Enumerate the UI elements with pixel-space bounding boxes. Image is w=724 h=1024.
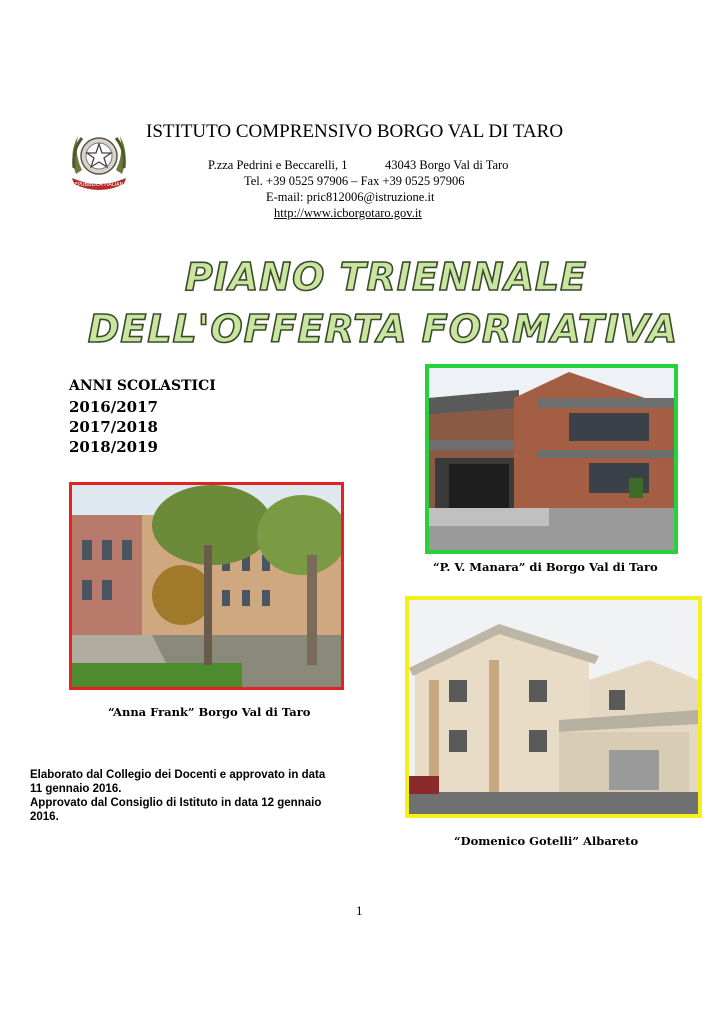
- school-years-label: ANNI SCOLASTICI: [69, 378, 216, 394]
- school-year-1: 2016/2017: [69, 398, 158, 416]
- title-line-1: PIANO TRIENNALE: [184, 255, 588, 299]
- page-number: 1: [356, 903, 363, 918]
- gotelli-school-photo: [405, 596, 702, 818]
- institute-name: ISTITUTO COMPRENSIVO BORGO VAL DI TARO: [146, 121, 564, 142]
- emblem-banner-text: REPUBBLICA ITALIANA: [71, 182, 127, 188]
- approval-note-line-4: 2016.: [30, 811, 59, 823]
- phone-fax: Tel. +39 0525 97906 – Fax +39 0525 97906: [244, 174, 465, 188]
- approval-note-line-1: Elaborato dal Collegio dei Docenti e approvato in data: [30, 769, 326, 781]
- website-link[interactable]: http://www.icborgotaro.gov.it: [274, 206, 422, 220]
- address-street: P.zza Pedrini e Beccarelli, 1: [208, 158, 348, 172]
- republic-emblem-icon: [66, 124, 132, 194]
- document-title: [0, 252, 724, 352]
- anna-frank-school-photo: [69, 482, 344, 690]
- title-line-2: DELL'OFFERTA FORMATIVA: [87, 307, 679, 351]
- approval-note-line-3: Approvato dal Consiglio di Istituto in data 12 gennaio: [30, 797, 322, 809]
- school-year-3: 2018/2019: [69, 438, 158, 456]
- manara-photo-caption: “P. V. Manara” di Borgo Val di Taro: [433, 560, 658, 574]
- address-city: 43043 Borgo Val di Taro: [385, 158, 509, 172]
- gotelli-photo-caption: “Domenico Gotelli” Albareto: [454, 834, 639, 848]
- school-year-2: 2017/2018: [69, 418, 158, 436]
- email-address[interactable]: E-mail: pric812006@istruzione.it: [266, 190, 435, 204]
- approval-note-line-2: 11 gennaio 2016.: [30, 783, 122, 795]
- anna-frank-photo-caption: “Anna Frank” Borgo Val di Taro: [108, 705, 311, 719]
- manara-school-photo: [425, 364, 678, 554]
